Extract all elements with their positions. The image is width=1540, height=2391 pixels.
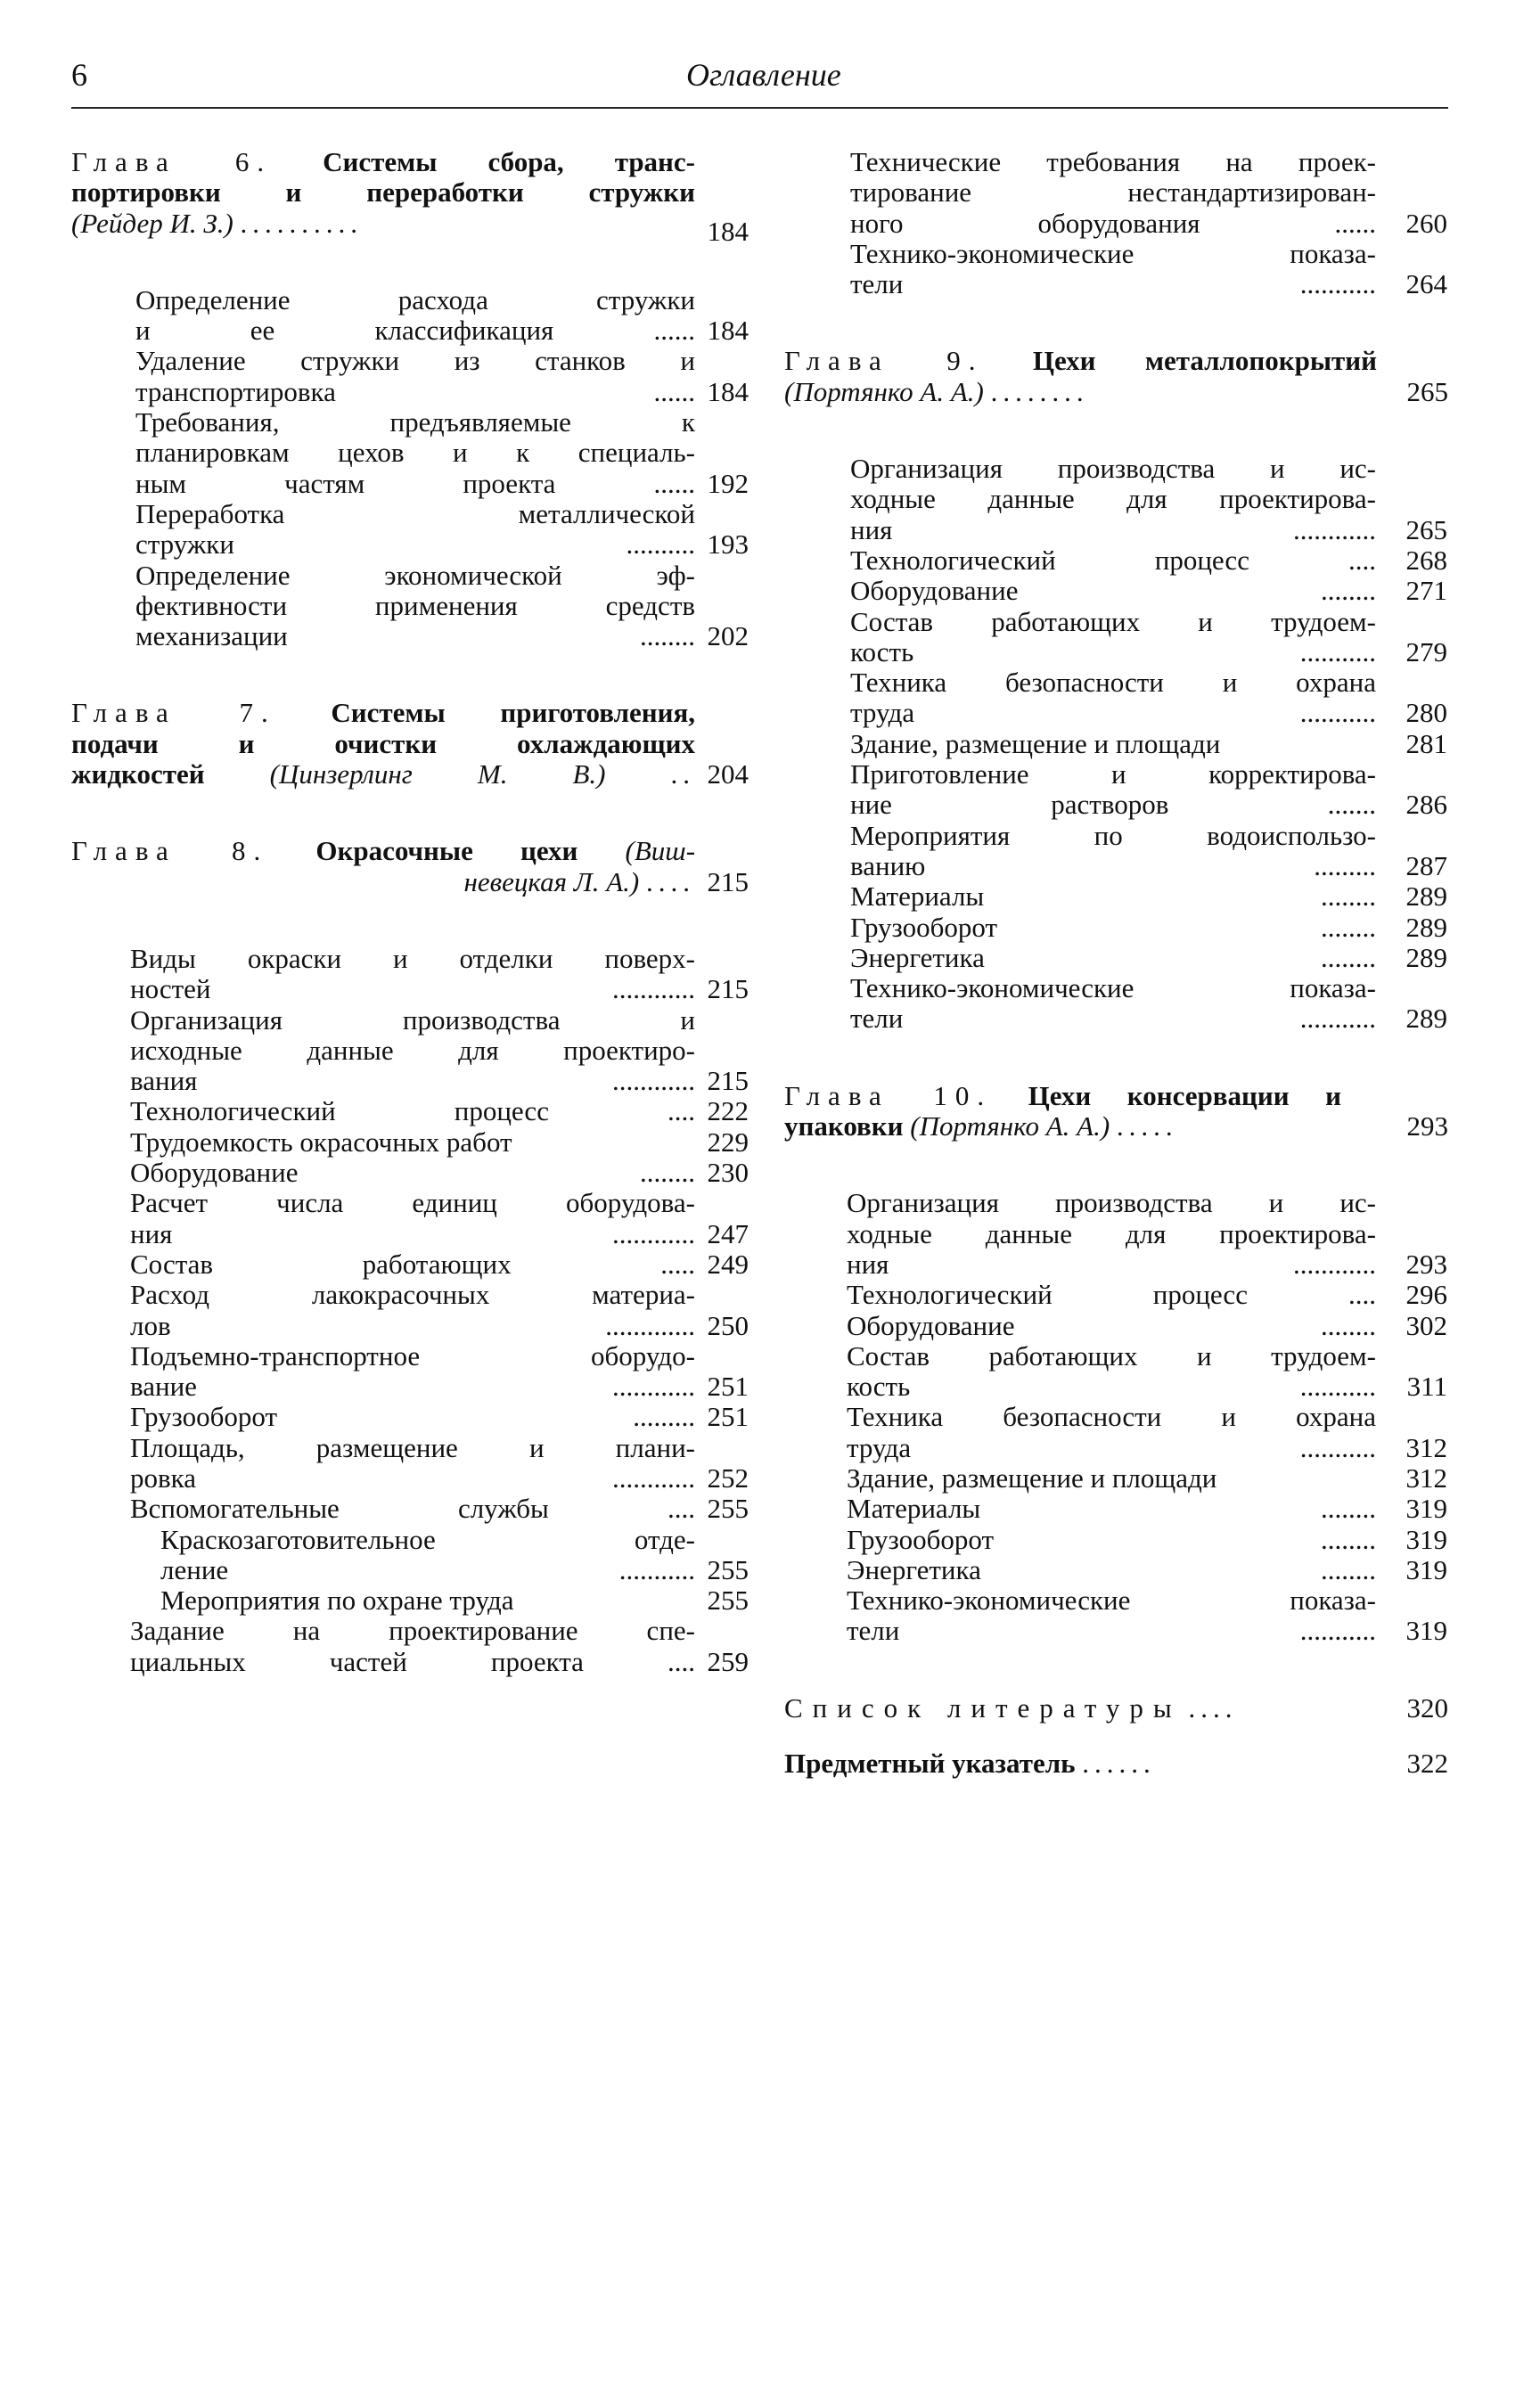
toc-entry[interactable] — [130, 1339, 749, 1403]
toc-entry-text: ванию ......... — [850, 849, 1376, 881]
toc-entry-page: 202 — [707, 620, 749, 652]
toc-entry-text: Переработка металлической — [135, 497, 695, 529]
toc-entry-page: 286 — [1405, 789, 1447, 821]
toc-entry-text: тели ........... — [847, 1615, 1376, 1647]
toc-entry-text: и ее классификация ...... — [135, 315, 695, 347]
toc-entry-text: Площадь, размещение и плани- — [130, 1431, 695, 1463]
toc-entry-text: механизации ........ — [135, 620, 695, 652]
toc-entry-text: Техника безопасности и охрана — [850, 667, 1376, 699]
toc-entry-text: Организация производства и — [130, 1003, 695, 1036]
toc-entry-text: тирование нестандартизирован- — [850, 176, 1376, 209]
toc-entry-text: стружки .......... — [135, 528, 695, 561]
toc-entry-page: 251 — [707, 1371, 749, 1403]
toc-entry[interactable] — [850, 727, 1447, 759]
chapter-7-page: 204 — [707, 758, 749, 790]
toc-entry-text: Виды окраски и отделки поверх- — [130, 942, 695, 974]
toc-entry-page: 280 — [1405, 697, 1447, 729]
toc-entry-page: 302 — [1405, 1309, 1447, 1341]
toc-entry[interactable] — [850, 911, 1447, 943]
toc-entry[interactable] — [847, 1309, 1447, 1341]
toc-entry[interactable] — [850, 819, 1447, 882]
toc-entry[interactable] — [847, 1584, 1447, 1647]
toc-entry-page: 268 — [1405, 544, 1447, 576]
toc-entry[interactable] — [135, 559, 749, 652]
toc-entry[interactable] — [850, 880, 1447, 913]
toc-entry-text: Вспомогательные службы .... — [130, 1493, 695, 1525]
toc-entry-page: 312 — [1405, 1431, 1447, 1463]
bibliography-page: 320 — [1406, 1691, 1448, 1724]
toc-entry-text: Состав работающих и трудоем- — [847, 1339, 1376, 1372]
toc-entry[interactable] — [160, 1584, 749, 1617]
toc-entry[interactable] — [130, 1157, 749, 1189]
toc-entry-text: циальных частей проекта .... — [130, 1645, 695, 1677]
toc-entry-text: Технологический процесс .... — [850, 544, 1376, 576]
toc-entry-text: Состав работающих и трудоем- — [850, 605, 1376, 637]
toc-entry[interactable] — [847, 1187, 1447, 1280]
toc-entry[interactable] — [847, 1493, 1447, 1525]
chapter-9-items — [850, 453, 1447, 1035]
toc-entry[interactable] — [130, 1279, 749, 1341]
toc-entry[interactable] — [850, 758, 1447, 821]
toc-entry[interactable] — [847, 1462, 1447, 1494]
toc-entry[interactable] — [850, 605, 1447, 668]
toc-entry-text: ностей ............ — [130, 973, 695, 1005]
toc-entry-text: Технологический процесс .... — [847, 1279, 1376, 1311]
chapter-6-page: 184 — [707, 216, 749, 247]
toc-entry-page: 215 — [707, 973, 749, 1005]
toc-entry-text: исходные данные для проектиро- — [130, 1034, 695, 1066]
chapter-9-page: 265 — [1406, 375, 1448, 407]
toc-entry-text: Задание на проектирование спе- — [130, 1615, 695, 1647]
toc-entry[interactable] — [847, 1339, 1447, 1403]
toc-entry-page: 289 — [1405, 880, 1447, 913]
toc-entry-text: ным частям проекта ...... — [135, 467, 695, 499]
toc-entry[interactable] — [850, 941, 1447, 973]
toc-entry-text: Технологический процесс .... — [130, 1095, 695, 1127]
toc-entry[interactable] — [135, 406, 749, 499]
toc-entry[interactable] — [850, 972, 1447, 1035]
toc-entry[interactable] — [130, 1615, 749, 1677]
toc-entry-text: Технико-экономические показа- — [850, 972, 1376, 1004]
toc-entry-text: вания ............ — [130, 1065, 695, 1097]
toc-entry-text: Техника безопасности и охрана — [847, 1401, 1376, 1433]
toc-entry-page: 193 — [707, 528, 749, 561]
toc-entry-text: фективности применения средств — [135, 589, 695, 621]
toc-entry[interactable] — [160, 1523, 749, 1586]
toc-entry[interactable] — [130, 1187, 749, 1249]
toc-entry-text: ходные данные для проектирова- — [850, 483, 1376, 515]
toc-entry-text: Технические требования на проек- — [850, 146, 1376, 177]
toc-entry-text: Определение экономической эф- — [135, 559, 695, 591]
toc-entry-text: ровка ............ — [130, 1462, 695, 1494]
toc-entry-text: ния ............ — [850, 513, 1376, 545]
toc-entry-text: Технико-экономические показа- — [850, 237, 1376, 269]
toc-entry-text: Грузооборот ........ — [847, 1523, 1376, 1555]
toc-entry[interactable] — [850, 667, 1447, 729]
toc-entry-page: 252 — [707, 1462, 749, 1494]
toc-entry-page: 312 — [1405, 1462, 1447, 1494]
toc-entry-page: 311 — [1406, 1371, 1447, 1403]
toc-entry[interactable] — [850, 237, 1447, 300]
toc-entry[interactable] — [130, 1401, 749, 1433]
toc-entry-text: Подъемно-транспортное оборудо- — [130, 1339, 695, 1372]
toc-entry[interactable] — [847, 1401, 1447, 1463]
toc-entry-page: 184 — [707, 315, 749, 347]
chapter-10-page: 293 — [1406, 1110, 1448, 1142]
toc-entry-text: Организация производства и ис- — [847, 1187, 1376, 1219]
toc-entry-page: 319 — [1405, 1523, 1447, 1555]
toc-entry[interactable] — [130, 1248, 749, 1280]
toc-entry-text: Энергетика ........ — [847, 1553, 1376, 1585]
chapter-10-heading[interactable]: Глава 10. Цехи консервации и упаковки (Портянко А. А.) ..... 293 — [784, 1079, 1448, 1142]
toc-entry-text: ния ............ — [847, 1248, 1376, 1280]
toc-entry-text: Оборудование ........ — [847, 1309, 1376, 1341]
toc-entry-text: Оборудование ........ — [850, 575, 1376, 607]
toc-entry-text: Здание, размещение и площади — [850, 727, 1221, 759]
toc-left-column — [71, 147, 749, 1677]
toc-entry-text: труда ........... — [847, 1431, 1376, 1463]
toc-entry-text: Мероприятия по водоиспользо- — [850, 819, 1376, 851]
toc-entry[interactable] — [850, 575, 1447, 607]
toc-entry-page: 255 — [707, 1584, 749, 1617]
toc-entry-page: 251 — [707, 1401, 749, 1433]
toc-entry[interactable] — [135, 345, 749, 407]
toc-entry-text: труда ........... — [850, 697, 1376, 729]
toc-entry-text: Расчет числа единиц оборудова- — [130, 1187, 695, 1219]
chapter-8-items — [130, 942, 749, 1677]
toc-entry-text: Организация производства и ис- — [850, 453, 1376, 485]
toc-entry-text: Мероприятия по охране труда — [160, 1584, 514, 1617]
toc-entry[interactable] — [135, 283, 749, 347]
toc-entry-page: 215 — [707, 1065, 749, 1097]
toc-entry-page: 289 — [1405, 911, 1447, 943]
toc-entry-text: кость ........... — [847, 1371, 1376, 1403]
toc-entry-text: ние растворов ....... — [850, 789, 1376, 821]
toc-entry[interactable] — [130, 1095, 749, 1127]
bibliography-entry[interactable]: Список литературы .... 320 — [784, 1691, 1448, 1724]
toc-entry[interactable] — [130, 1003, 749, 1097]
toc-entry-text: Приготовление и корректирова- — [850, 758, 1376, 790]
toc-entry-page: 260 — [1405, 207, 1447, 239]
toc-entry[interactable] — [130, 1126, 749, 1158]
toc-entry[interactable] — [847, 1553, 1447, 1585]
subject-index-entry[interactable]: Предметный указатель ...... 322 — [784, 1748, 1448, 1780]
chapter-6-items — [135, 283, 749, 652]
toc-entry-page: 293 — [1405, 1248, 1447, 1280]
toc-entry[interactable] — [847, 1523, 1447, 1555]
toc-entry[interactable] — [850, 146, 1447, 239]
toc-entry-text: ния ............ — [130, 1217, 695, 1249]
toc-entry[interactable] — [130, 1493, 749, 1525]
page-number: 6 — [71, 57, 87, 93]
toc-entry-text: Технико-экономические показа- — [847, 1584, 1376, 1617]
chapter-7-heading[interactable]: Глава 7. Системы приготовления, подачи и очистки охлаждающих жидкостей (Цинзерлинг М. В.) .. 204 — [71, 697, 749, 790]
toc-entry-text: тели ........... — [850, 268, 1376, 300]
toc-entry-text: Требования, предъявляемые к — [135, 406, 695, 438]
toc-entry-page: 271 — [1405, 575, 1447, 607]
toc-entry[interactable] — [130, 1431, 749, 1494]
toc-entry-page: 281 — [1405, 727, 1447, 759]
toc-entry[interactable] — [850, 544, 1447, 576]
toc-entry[interactable] — [130, 942, 749, 1005]
intro-items — [850, 146, 1447, 300]
toc-entry-page: 319 — [1405, 1553, 1447, 1585]
toc-right-column — [784, 147, 1448, 1779]
subject-index-page: 322 — [1406, 1748, 1448, 1780]
toc-entry-text: Трудоемкость окрасочных работ — [130, 1126, 512, 1158]
toc-entry-page: 184 — [707, 375, 749, 407]
toc-entry-text: ного оборудования ...... — [850, 207, 1376, 239]
toc-entry-page: 265 — [1405, 513, 1447, 545]
toc-entry[interactable] — [135, 497, 749, 561]
toc-entry-text: Оборудование ........ — [130, 1157, 695, 1189]
toc-entry-text: Грузооборот ......... — [130, 1401, 695, 1433]
toc-entry-text: Расход лакокрасочных материа- — [130, 1279, 695, 1311]
toc-entry-text: вание ............ — [130, 1371, 695, 1403]
toc-entry-text: Здание, размещение и площади — [847, 1462, 1217, 1494]
toc-entry-page: 255 — [707, 1493, 749, 1525]
toc-entry-page: 250 — [707, 1309, 749, 1341]
toc-entry[interactable] — [850, 453, 1447, 545]
toc-entry-text: Энергетика ........ — [850, 941, 1376, 973]
toc-entry-page: 287 — [1405, 849, 1447, 881]
toc-entry-text: Определение расхода стружки — [135, 283, 695, 315]
toc-entry-page: 255 — [707, 1553, 749, 1585]
toc-entry-text: Грузооборот ........ — [850, 911, 1376, 943]
toc-entry-text: транспортировка ...... — [135, 375, 695, 407]
chapter-9-heading[interactable]: Глава 9. Цехи металлопокрытий (Портянко А. А.) ........ 265 — [784, 345, 1448, 407]
toc-entry-text: планировкам цехов и к специаль- — [135, 437, 695, 469]
toc-entry-text: ление ........... — [160, 1553, 695, 1585]
toc-entry-page: 259 — [707, 1645, 749, 1677]
toc-entry-text: Краскозаготовительное отде- — [160, 1523, 695, 1555]
toc-entry-text: Удаление стружки из станков и — [135, 345, 695, 377]
toc-entry-text: кость ........... — [850, 635, 1376, 667]
toc-entry-page: 296 — [1405, 1279, 1447, 1311]
toc-entry-page: 230 — [707, 1157, 749, 1189]
toc-entry-text: Материалы ........ — [847, 1493, 1376, 1525]
toc-entry-text: Состав работающих ..... — [130, 1248, 695, 1280]
page-header — [71, 53, 1448, 109]
toc-entry-page: 264 — [1405, 268, 1447, 300]
toc-entry-page: 289 — [1405, 941, 1447, 973]
toc-entry-page: 289 — [1405, 1003, 1447, 1035]
toc-entry-page: 247 — [707, 1217, 749, 1249]
chapter-10-items — [847, 1187, 1447, 1647]
toc-entry-text: тели ........... — [850, 1003, 1376, 1035]
toc-entry-text: Материалы ........ — [850, 880, 1376, 913]
toc-entry[interactable] — [847, 1279, 1447, 1311]
chapter-8-page: 215 — [707, 865, 749, 897]
running-title: Оглавление — [686, 57, 841, 93]
chapter-6-heading[interactable]: Глава 6. Системы сбора, транс- портировки и переработки стружки (Рейдер И. З.) .......... — [71, 146, 696, 239]
toc-entry-page: 319 — [1405, 1493, 1447, 1525]
toc-entry-page: 279 — [1405, 635, 1447, 667]
chapter-8-heading[interactable]: Глава 8. Окрасочные цехи (Виш- невецкая Л. А.) .... 215 — [71, 835, 749, 897]
toc-entry-page: 222 — [707, 1095, 749, 1127]
toc-entry-text: лов ............. — [130, 1309, 695, 1341]
toc-entry-page: 249 — [707, 1248, 749, 1280]
toc-entry-page: 229 — [707, 1126, 749, 1158]
toc-entry-page: 319 — [1405, 1615, 1447, 1647]
toc-entry-text: ходные данные для проектирова- — [847, 1217, 1376, 1249]
toc-entry-page: 192 — [707, 467, 749, 499]
